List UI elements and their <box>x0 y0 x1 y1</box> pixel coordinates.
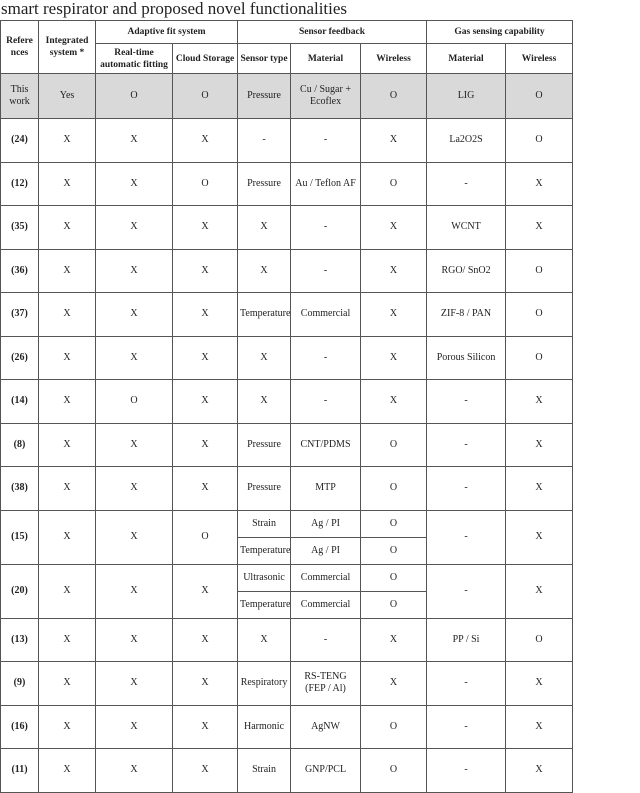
table-row <box>1 618 640 662</box>
table-row <box>1 293 640 337</box>
gas-material-cell: - <box>427 705 506 749</box>
gas-wireless-cell: X <box>506 662 573 706</box>
table-row <box>1 119 640 163</box>
reference-cell: (24) <box>1 119 39 163</box>
sensor-type-cell: Temperature <box>238 591 291 618</box>
reference-cell: (9) <box>1 662 39 706</box>
table-row <box>1 705 640 749</box>
sensor-type-cell: X <box>238 249 291 293</box>
sensor-type-cell: Strain <box>238 510 291 537</box>
integrated-system-cell: X <box>39 206 96 250</box>
gas-wireless-cell: O <box>506 336 573 380</box>
gas-wireless-cell: X <box>506 423 573 467</box>
integrated-system-cell: X <box>39 293 96 337</box>
table-row <box>1 749 640 793</box>
integrated-system-cell: X <box>39 618 96 662</box>
sensor-material-cell: Commercial <box>291 293 361 337</box>
integrated-system-cell: X <box>39 423 96 467</box>
comparison-table <box>0 20 640 793</box>
sensor-material-cell: Commercial <box>291 591 361 618</box>
sensor-type-cell: Pressure <box>238 467 291 511</box>
table-row <box>1 467 640 511</box>
realtime-fitting-cell: X <box>96 749 173 793</box>
reference-cell: (13) <box>1 618 39 662</box>
gas-wireless-cell: X <box>506 206 573 250</box>
sensor-type-cell: X <box>238 380 291 424</box>
realtime-fitting-cell: X <box>96 162 173 206</box>
realtime-fitting-cell: X <box>96 705 173 749</box>
reference-cell: (37) <box>1 293 39 337</box>
gas-wireless-cell: O <box>506 618 573 662</box>
integrated-system-cell: X <box>39 380 96 424</box>
gas-wireless-cell: X <box>506 510 573 564</box>
gas-material-cell: - <box>427 423 506 467</box>
realtime-fitting-cell: X <box>96 293 173 337</box>
realtime-fitting-cell: X <box>96 423 173 467</box>
sensor-wireless-cell: X <box>361 662 427 706</box>
cloud-storage-cell: O <box>173 510 238 564</box>
sensor-material-cell: Commercial <box>291 564 361 591</box>
sensor-material-cell: CNT/PDMS <box>291 423 361 467</box>
gas-material-cell: PP / Si <box>427 618 506 662</box>
gas-material-cell: LIG <box>427 74 506 119</box>
cloud-storage-cell: X <box>173 380 238 424</box>
integrated-system-cell: X <box>39 336 96 380</box>
sensor-type-cell: X <box>238 206 291 250</box>
cloud-storage-cell: X <box>173 249 238 293</box>
sensor-type-cell: Strain <box>238 749 291 793</box>
realtime-fitting-cell: X <box>96 510 173 564</box>
gas-wireless-cell: X <box>506 749 573 793</box>
integrated-system-cell: X <box>39 119 96 163</box>
reference-cell: (11) <box>1 749 39 793</box>
realtime-fitting-cell: X <box>96 662 173 706</box>
header-sensor-feedback: Sensor feedback <box>238 21 427 44</box>
header-gas-material: Material <box>427 44 506 74</box>
header-references: Refere nces <box>1 21 39 74</box>
sensor-wireless-cell: O <box>361 510 427 537</box>
sensor-type-cell: Pressure <box>238 423 291 467</box>
table-row <box>1 380 640 424</box>
sensor-wireless-cell: X <box>361 293 427 337</box>
sensor-type-cell: Temperature <box>238 293 291 337</box>
table-row <box>1 162 640 206</box>
reference-cell: (8) <box>1 423 39 467</box>
sensor-wireless-cell: O <box>361 162 427 206</box>
header-sensor-material: Material <box>291 44 361 74</box>
gas-wireless-cell: O <box>506 74 573 119</box>
realtime-fitting-cell: X <box>96 618 173 662</box>
sensor-material-cell: - <box>291 119 361 163</box>
header-sensor-type: Sensor type <box>238 44 291 74</box>
integrated-system-cell: X <box>39 749 96 793</box>
table-caption: smart respirator and proposed novel functionalities <box>0 0 640 20</box>
sensor-wireless-cell: O <box>361 705 427 749</box>
gas-material-cell: - <box>427 564 506 618</box>
header-gas-wireless: Wireless <box>506 44 573 74</box>
cloud-storage-cell: O <box>173 162 238 206</box>
sensor-material-cell: AgNW <box>291 705 361 749</box>
reference-cell: This work <box>1 74 39 119</box>
header-gas-sensing: Gas sensing capability <box>427 21 573 44</box>
sensor-wireless-cell: O <box>361 537 427 564</box>
sensor-material-cell: - <box>291 380 361 424</box>
table-row <box>1 206 640 250</box>
gas-wireless-cell: X <box>506 564 573 618</box>
realtime-fitting-cell: X <box>96 336 173 380</box>
integrated-system-cell: X <box>39 467 96 511</box>
table-row <box>1 510 640 537</box>
sensor-wireless-cell: O <box>361 591 427 618</box>
table-body <box>1 74 640 793</box>
gas-material-cell: - <box>427 162 506 206</box>
table-row <box>1 564 640 591</box>
realtime-fitting-cell: X <box>96 206 173 250</box>
sensor-wireless-cell: O <box>361 749 427 793</box>
gas-wireless-cell: X <box>506 467 573 511</box>
sensor-wireless-cell: X <box>361 618 427 662</box>
header-integrated-system: Integrated system * <box>39 21 96 74</box>
sensor-material-cell: - <box>291 618 361 662</box>
gas-material-cell: - <box>427 467 506 511</box>
sensor-material-cell: GNP/PCL <box>291 749 361 793</box>
reference-cell: (15) <box>1 510 39 564</box>
realtime-fitting-cell: X <box>96 119 173 163</box>
sensor-wireless-cell: X <box>361 249 427 293</box>
gas-material-cell: Porous Silicon <box>427 336 506 380</box>
cloud-storage-cell: X <box>173 467 238 511</box>
gas-material-cell: - <box>427 749 506 793</box>
sensor-material-cell: Cu / Sugar + Ecoflex <box>291 74 361 119</box>
reference-cell: (16) <box>1 705 39 749</box>
sensor-material-cell: - <box>291 336 361 380</box>
sensor-wireless-cell: O <box>361 74 427 119</box>
cloud-storage-cell: X <box>173 564 238 618</box>
table-row <box>1 74 640 119</box>
integrated-system-cell: X <box>39 564 96 618</box>
reference-cell: (36) <box>1 249 39 293</box>
table-row <box>1 249 640 293</box>
sensor-wireless-cell: O <box>361 423 427 467</box>
sensor-wireless-cell: X <box>361 206 427 250</box>
sensor-type-cell: Temperature <box>238 537 291 564</box>
header-cloud-storage: Cloud Storage <box>173 44 238 74</box>
sensor-type-cell: Pressure <box>238 74 291 119</box>
gas-wireless-cell: X <box>506 380 573 424</box>
gas-material-cell: ZIF-8 / PAN <box>427 293 506 337</box>
gas-wireless-cell: O <box>506 293 573 337</box>
sensor-type-cell: X <box>238 618 291 662</box>
gas-material-cell: La2O2S <box>427 119 506 163</box>
reference-cell: (26) <box>1 336 39 380</box>
header-realtime-fitting: Real-time automatic fitting <box>96 44 173 74</box>
gas-material-cell: - <box>427 662 506 706</box>
header-sensor-wireless: Wireless <box>361 44 427 74</box>
integrated-system-cell: X <box>39 705 96 749</box>
sensor-material-cell: - <box>291 249 361 293</box>
gas-wireless-cell: O <box>506 249 573 293</box>
sensor-material-cell: RS-TENG (FEP / Al) <box>291 662 361 706</box>
cloud-storage-cell: X <box>173 705 238 749</box>
gas-material-cell: WCNT <box>427 206 506 250</box>
sensor-type-cell: - <box>238 119 291 163</box>
integrated-system-cell: X <box>39 249 96 293</box>
integrated-system-cell: Yes <box>39 74 96 119</box>
sensor-type-cell: Ultrasonic <box>238 564 291 591</box>
header-adaptive-fit: Adaptive fit system <box>96 21 238 44</box>
realtime-fitting-cell: X <box>96 467 173 511</box>
gas-wireless-cell: X <box>506 705 573 749</box>
table-row <box>1 336 640 380</box>
reference-cell: (35) <box>1 206 39 250</box>
cloud-storage-cell: X <box>173 293 238 337</box>
sensor-wireless-cell: X <box>361 336 427 380</box>
reference-cell: (38) <box>1 467 39 511</box>
realtime-fitting-cell: X <box>96 249 173 293</box>
sensor-type-cell: Harmonic <box>238 705 291 749</box>
sensor-wireless-cell: X <box>361 380 427 424</box>
gas-material-cell: RGO/ SnO2 <box>427 249 506 293</box>
integrated-system-cell: X <box>39 662 96 706</box>
reference-cell: (14) <box>1 380 39 424</box>
sensor-material-cell: - <box>291 206 361 250</box>
cloud-storage-cell: X <box>173 618 238 662</box>
cloud-storage-cell: X <box>173 423 238 467</box>
table-row <box>1 662 640 706</box>
sensor-type-cell: Pressure <box>238 162 291 206</box>
sensor-wireless-cell: O <box>361 564 427 591</box>
sensor-type-cell: Respiratory <box>238 662 291 706</box>
integrated-system-cell: X <box>39 510 96 564</box>
sensor-material-cell: MTP <box>291 467 361 511</box>
realtime-fitting-cell: X <box>96 564 173 618</box>
sensor-type-cell: X <box>238 336 291 380</box>
sensor-wireless-cell: X <box>361 119 427 163</box>
cloud-storage-cell: X <box>173 336 238 380</box>
reference-cell: (12) <box>1 162 39 206</box>
realtime-fitting-cell: O <box>96 380 173 424</box>
sensor-material-cell: Ag / PI <box>291 510 361 537</box>
sensor-material-cell: Ag / PI <box>291 537 361 564</box>
gas-material-cell: - <box>427 380 506 424</box>
gas-material-cell: - <box>427 510 506 564</box>
table-row <box>1 423 640 467</box>
cloud-storage-cell: X <box>173 662 238 706</box>
cloud-storage-cell: X <box>173 206 238 250</box>
sensor-material-cell: Au / Teflon AF <box>291 162 361 206</box>
integrated-system-cell: X <box>39 162 96 206</box>
cloud-storage-cell: X <box>173 119 238 163</box>
cloud-storage-cell: X <box>173 749 238 793</box>
sensor-wireless-cell: O <box>361 467 427 511</box>
realtime-fitting-cell: O <box>96 74 173 119</box>
cloud-storage-cell: O <box>173 74 238 119</box>
reference-cell: (20) <box>1 564 39 618</box>
gas-wireless-cell: X <box>506 162 573 206</box>
gas-wireless-cell: O <box>506 119 573 163</box>
